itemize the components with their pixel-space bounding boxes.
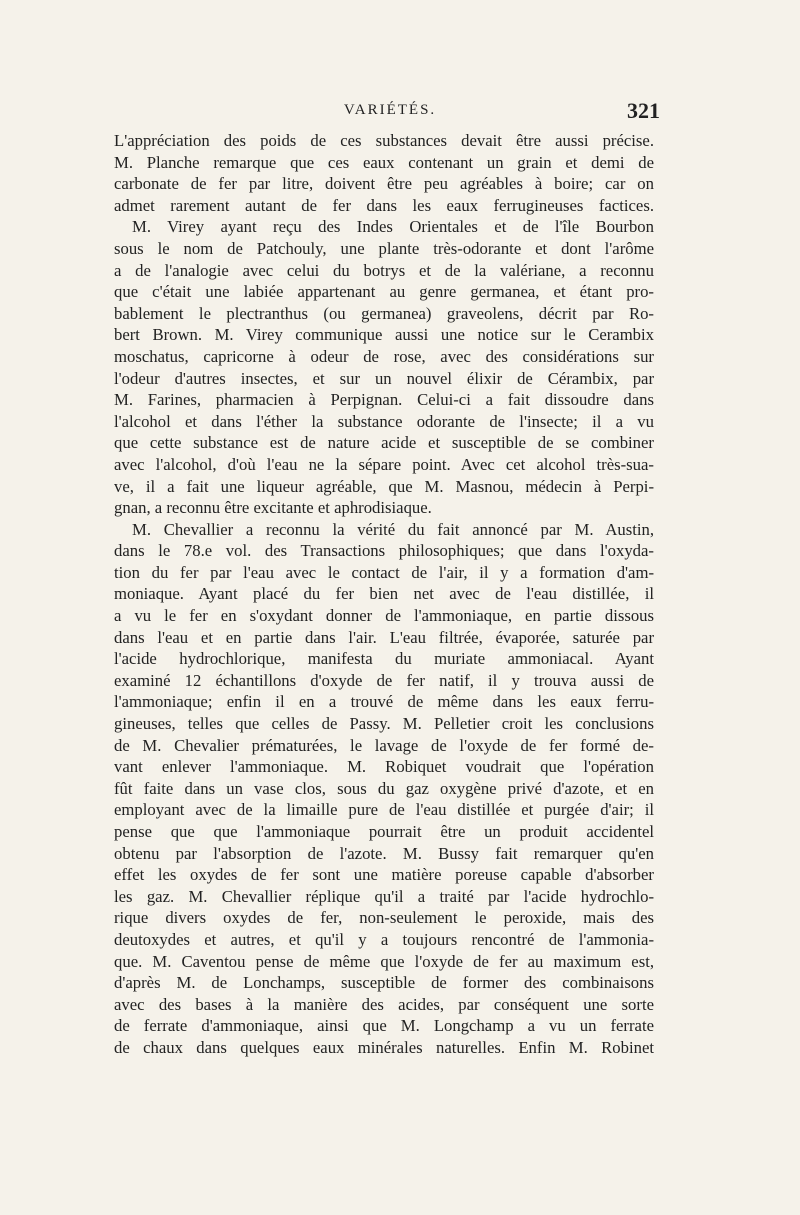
body-text bbox=[114, 130, 654, 1059]
text-line: l'ammoniaque; enfin il en a trouvé de même dans les eaux ferru- bbox=[114, 692, 654, 712]
page-number: 321 bbox=[627, 98, 660, 123]
text-line: employant avec de la limaille pure de l'eau distillée et purgée d'air; il bbox=[114, 800, 654, 820]
text-line: que c'était une labiée appartenant au genre germanea, et étant pro- bbox=[114, 282, 654, 302]
text-line: a vu le fer en s'oxydant donner de l'ammoniaque, en partie dissous bbox=[114, 606, 654, 626]
text-line: moschatus, capricorne à odeur de rose, avec des considérations sur bbox=[114, 346, 654, 366]
text-line: admet rarement autant de fer dans les eaux ferrugineuses factices. bbox=[114, 195, 654, 215]
text-line: bert Brown. M. Virey communique aussi une notice sur le Cerambix bbox=[114, 325, 654, 345]
text-line: vant enlever l'ammoniaque. M. Robiquet voudrait que l'opération bbox=[114, 757, 654, 777]
text-line: l'odeur d'autres insectes, et sur un nouvel élixir de Cérambix, par bbox=[114, 368, 654, 388]
text-line: d'après M. de Lonchamps, susceptible de former des combinaisons bbox=[114, 973, 654, 993]
text-line: sous le nom de Patchouly, une plante très-odorante et dont l'arôme bbox=[114, 238, 654, 258]
text-line: deutoxydes et autres, et qu'il y a toujours rencontré de l'ammonia- bbox=[114, 929, 654, 949]
text-line: L'appréciation des poids de ces substances devait être aussi précise. bbox=[114, 131, 654, 150]
text-line: M. Planche remarque que ces eaux contenant un grain et demi de bbox=[114, 152, 654, 172]
text-line: rique divers oxydes de fer, non-seulement le peroxide, mais des bbox=[114, 908, 654, 928]
text-line: carbonate de fer par litre, doivent être peu agréables à boire; car on bbox=[114, 174, 654, 194]
text-line: dans l'eau et en partie dans l'air. L'eau filtrée, évaporée, saturée par bbox=[114, 627, 654, 647]
text-line: pense que que l'ammoniaque pourrait être un produit accidentel bbox=[114, 822, 654, 841]
text-line: M. Chevallier a reconnu la vérité du fait annoncé par M. Austin, bbox=[132, 519, 654, 539]
page-header bbox=[120, 100, 660, 124]
text-line: tion du fer par l'eau avec le contact de l'air, il y a formation d'am- bbox=[114, 562, 654, 582]
text-line: effet les oxydes de fer sont une matière poreuse capable d'absorber bbox=[114, 865, 654, 885]
text-line: M. Virey ayant reçu des Indes Orientales et de l'île Bourbon bbox=[132, 217, 654, 237]
text-line: l'alcohol et dans l'éther la substance odorante de l'insecte; il a vu bbox=[114, 411, 654, 431]
text-line: fût faite dans un vase clos, sous du gaz oxygène privé d'azote, et en bbox=[114, 778, 654, 798]
text-line: gnan, a reconnu être excitante et aphrodisiaque. bbox=[114, 498, 432, 518]
text-line: dans le 78.e vol. des Transactions philosophiques; que dans l'oxyda- bbox=[114, 541, 654, 561]
text-line: avec l'alcohol, d'où l'eau ne la sépare point. Avec cet alcohol très-sua- bbox=[114, 454, 654, 474]
text-line: de chaux dans quelques eaux minérales naturelles. Enfin M. Robinet bbox=[114, 1037, 654, 1057]
text-line: gineuses, telles que celles de Passy. M. Pelletier croit les conclusions bbox=[114, 714, 654, 734]
text-line: examiné 12 échantillons d'oxyde de fer natif, il y trouva aussi de bbox=[114, 670, 654, 690]
text-line: ve, il a fait une liqueur agréable, que M. Masnou, médecin à Perpi- bbox=[114, 476, 654, 496]
text-line: avec des bases à la manière des acides, par conséquent une sorte bbox=[114, 994, 654, 1014]
text-line: de ferrate d'ammoniaque, ainsi que M. Longchamp a vu un ferrate bbox=[114, 1016, 654, 1036]
text-line: bablement le plectranthus (ou germanea) graveolens, décrit par Ro- bbox=[114, 303, 654, 323]
text-line: de M. Chevalier prématurées, le lavage de l'oxyde de fer formé de- bbox=[114, 735, 654, 755]
running-head: VARIÉTÉS. bbox=[343, 102, 437, 118]
text-line: que. M. Caventou pense de même que l'oxyde de fer au maximum est, bbox=[114, 951, 654, 971]
text-line: a de l'analogie avec celui du botrys et de la valériane, a reconnu bbox=[114, 260, 654, 280]
text-line: obtenu par l'absorption de l'azote. M. Bussy fait remarquer qu'en bbox=[114, 843, 654, 863]
text-line: moniaque. Ayant placé du fer bien net avec de l'eau distillée, il bbox=[114, 584, 654, 604]
text-line: M. Farines, pharmacien à Perpignan. Celui-ci a fait dissoudre dans bbox=[114, 390, 654, 410]
text-line: l'acide hydrochlorique, manifesta du muriate ammoniacal. Ayant bbox=[114, 649, 654, 669]
text-line: les gaz. M. Chevallier réplique qu'il a traité par l'acide hydrochlo- bbox=[114, 886, 654, 906]
text-line: que cette substance est de nature acide et susceptible de se combiner bbox=[114, 433, 654, 453]
